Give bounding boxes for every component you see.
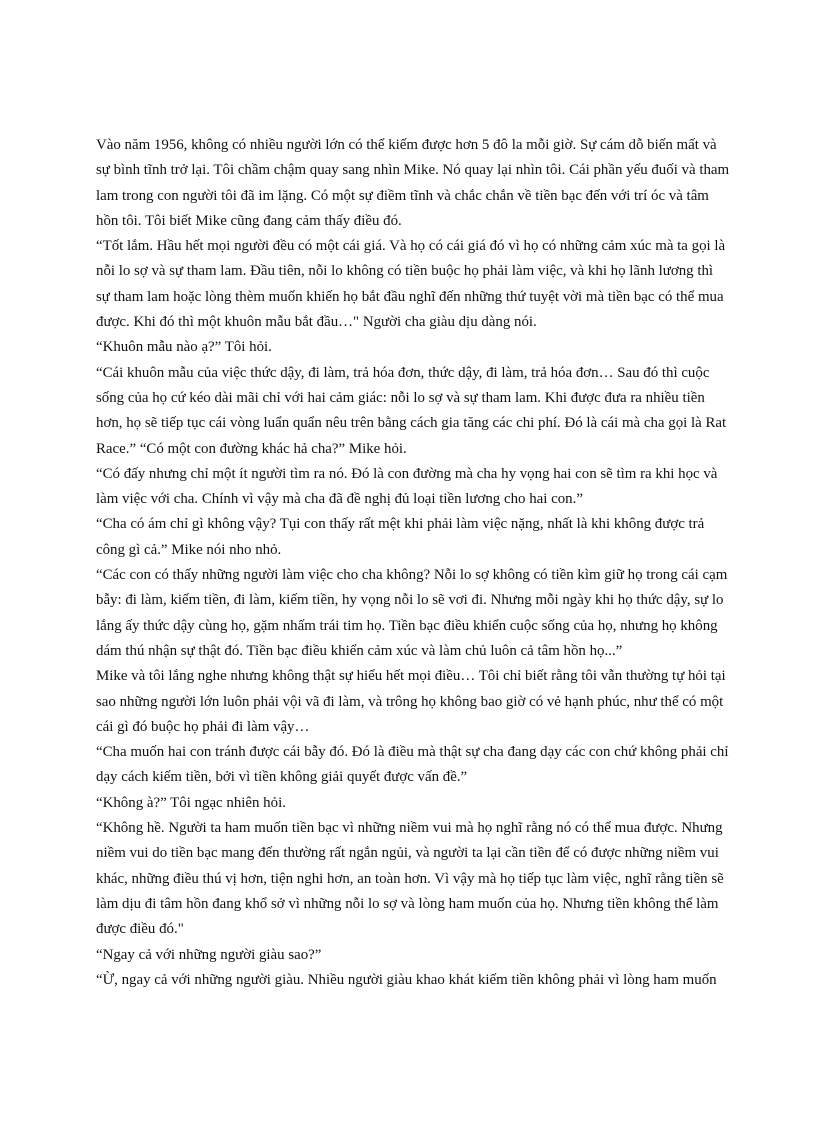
paragraph-1: Vào năm 1956, không có nhiều người lớn có thể kiếm được hơn 5 đô la mỗi giờ. Sự cám dỗ biến mất và sự bình tĩnh trở lại. Tôi chầm chậm quay sang nhìn Mike. Nó quay lại nhìn tôi. Cái phần yếu đuối và tham lam trong con người tôi đã im lặng. Có một sự điềm tĩnh và chắc chắn về tiền bạc đến với trí óc và tâm hồn tôi. Tôi biết Mike cũng đang cảm thấy điều đó. bbox=[96, 137, 730, 229]
paragraph-12: “Ngay cả với những người giàu sao?” bbox=[96, 946, 322, 963]
paragraph-4: “Cái khuôn mẫu của việc thức dậy, đi làm, trả hóa đơn, thức dậy, đi làm, trả hóa đơn… Sau đó thì cuộc sống của họ cứ kéo dài mãi chỉ với hai cảm giác: nỗi lo sợ và sự tham lam. Khi được đưa ra nhiều tiền hơn, họ sẽ tiếp tục cái vòng luẩn quẩn nêu trên bằng cách gia tăng các chi phí. Đó là cái mà cha gọi là Rat Race.” “Có một con đường khác hả cha?” Mike hỏi. bbox=[96, 364, 727, 457]
paragraph-10: “Không à?” Tôi ngạc nhiên hỏi. bbox=[96, 794, 286, 811]
paragraph-13: “Ừ, ngay cả với những người giàu. Nhiều người giàu khao khát kiếm tiền không phải vì lòng ham muốn bbox=[96, 971, 717, 988]
paragraph-2: “Tốt lắm. Hầu hết mọi người đều có một cái giá. Và họ có cái giá đó vì họ có những cảm xúc mà ta gọi là nỗi lo sợ và sự tham lam. Đầu tiên, nỗi lo không có tiền buộc họ phải làm việc, và khi họ lãnh lương thì sự tham lam hoặc lòng thèm muốn khiến họ bắt đầu nghĩ đến những thứ tuyệt vời mà tiền bạc có thể mua được. Khi đó thì một khuôn mẫu bắt đầu…" Người cha giàu dịu dàng nói. bbox=[96, 238, 726, 331]
paragraph-6: “Cha có ám chỉ gì không vậy? Tụi con thấy rất mệt khi phải làm việc nặng, nhất là khi không được trả công gì cả.” Mike nói nho nhỏ. bbox=[96, 516, 705, 558]
paragraph-8: Mike và tôi lắng nghe nhưng không thật sự hiểu hết mọi điều… Tôi chỉ biết rằng tôi vẫn thường tự hỏi tại sao những người lớn luôn phải vội vã đi làm, và trông họ không bao giờ có vẻ hạnh phúc, như thể có một cái gì đó buộc họ phải đi làm vậy… bbox=[96, 668, 726, 735]
document-page bbox=[96, 133, 736, 993]
paragraph-7: “Các con có thấy những người làm việc cho cha không? Nỗi lo sợ không có tiền kìm giữ họ trong cái cạm bẫy: đi làm, kiếm tiền, đi làm, kiếm tiền, hy vọng nỗi lo sẽ vơi đi. Nhưng mỗi ngày khi họ thức dậy, sự lo lắng ấy thức dậy cùng họ, gặm nhấm trái tim họ. Tiền bạc điều khiển cuộc sống của họ, nhưng họ không dám thú nhận sự thật đó. Tiền bạc điều khiển cảm xúc và làm chủ luôn cả tâm hồn họ...” bbox=[96, 567, 728, 659]
paragraph-9: “Cha muốn hai con tránh được cái bẫy đó. Đó là điều mà thật sự cha đang dạy các con chứ không phải chỉ dạy cách kiếm tiền, bởi vì tiền không giải quyết được vấn đề.” bbox=[96, 744, 729, 786]
paragraph-3: “Khuôn mẫu nào ạ?” Tôi hỏi. bbox=[96, 339, 272, 356]
paragraph-5: “Có đấy nhưng chỉ một ít người tìm ra nó. Đó là con đường mà cha hy vọng hai con sẽ tìm ra khi học và làm việc với cha. Chính vì vậy mà cha đã đề nghị đủ loại tiền lương cho hai con.” bbox=[96, 465, 718, 508]
paragraph-11: “Không hề. Người ta ham muốn tiền bạc vì những niềm vui mà họ nghĩ rằng nó có thể mua được. Nhưng niềm vui do tiền bạc mang đến thường rất ngắn ngủi, và người ta lại cần tiền để có được những niềm vui khác, những điều thú vị hơn, tiện nghi hơn, an toàn hơn. Vì vậy mà họ tiếp tục làm việc, nghĩ rằng tiền sẽ làm dịu đi tâm hồn đang khổ sở vì những nỗi lo sợ và lòng ham muốn của họ. Nhưng tiền không thể làm được điều đó." bbox=[96, 820, 724, 938]
